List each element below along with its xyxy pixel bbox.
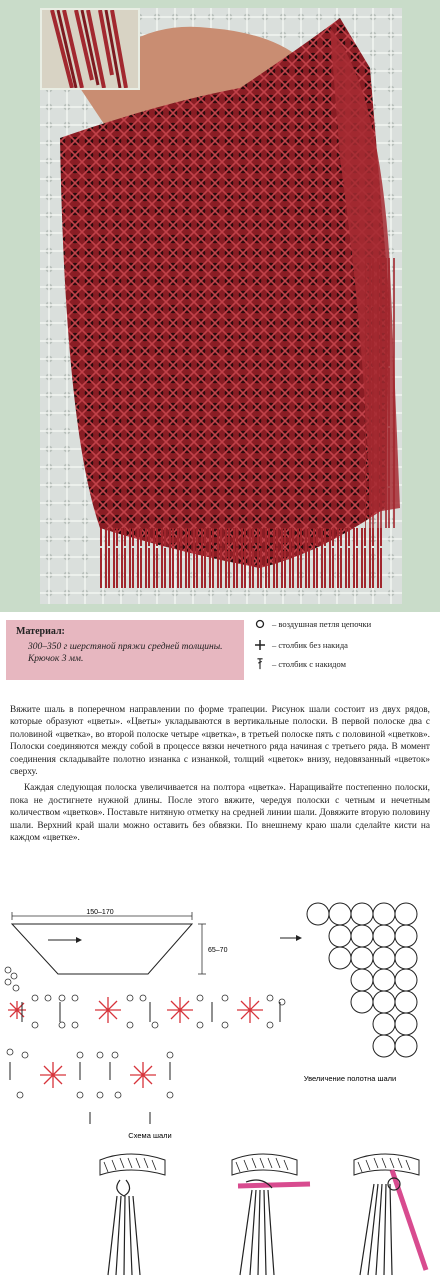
width-label: 150–170	[86, 909, 114, 916]
increase-caption: Увеличение полотна шали	[303, 1074, 397, 1083]
fringe-step-2	[232, 1154, 310, 1275]
diagrams	[0, 890, 440, 1280]
fringe-inset-photo	[40, 8, 140, 90]
fringe-step-1	[100, 1154, 165, 1275]
legend-text: – столбик с накидом	[272, 659, 346, 669]
shawl-photo	[40, 8, 402, 604]
tall-stitch-icon	[254, 658, 266, 670]
legend-text: – столбик без накида	[272, 640, 348, 650]
fringe-step-3	[354, 1154, 426, 1275]
material-text: 300–350 г шерстяной пряжи средней толщины. Крючок 3 мм.	[28, 642, 223, 664]
material-label: Материал:	[16, 626, 65, 637]
scheme-caption: Схема шали	[128, 1131, 172, 1140]
legend-item-single	[250, 639, 435, 653]
shawl-photo-image	[40, 8, 402, 604]
instructions-paragraph: Вяжите шаль в поперечном направлении по форме трапеции. Рисунок шали состоит из двух рядов, которые образуют «цветы». «Цветы» укладываются в вертикальные полоски. В первой полоске два с половиной «цветка», во второй полоске четыре «цветка», в третьей полоске пять с половиной «цветков». Полоски соединяются между собой в процессе вязки нечетного ряда начиная с третьего ряда. В момент соединения складывайте полотно изнанка с изнанкой, толщий «цветок» внизу, недовязанный «цветок» сверху.	[10, 705, 430, 778]
instructions-text	[10, 704, 430, 844]
photo-frame	[0, 0, 440, 612]
shawl-shape-diagram	[12, 909, 228, 974]
plus-icon	[254, 639, 266, 651]
legend-item-double	[250, 658, 435, 672]
fringe-steps	[100, 1154, 426, 1275]
increase-diagram	[307, 903, 417, 1057]
height-label: 65–70	[208, 947, 228, 954]
legend-item-chain	[250, 618, 435, 632]
material-box	[6, 620, 244, 680]
crochet-scheme	[5, 967, 285, 1140]
instructions-paragraph: Каждая следующая полоска увеличивается на полтора «цветка». Наращивайте постепенно полоски, пока не достигнете нужной длины. После этого вяжите, чередуя полоски с четным и нечетным количеством «цветков». Поставьте нитяную отметку на средней линии шали. Довяжите вторую половину шали. Верхний край шали можно оставить без обвязки. По внешнему краю шали сделайте кисти на каждом «цветке».	[10, 783, 430, 844]
circle-icon	[254, 618, 266, 630]
legend-text: – воздушная петля цепочки	[272, 619, 372, 629]
